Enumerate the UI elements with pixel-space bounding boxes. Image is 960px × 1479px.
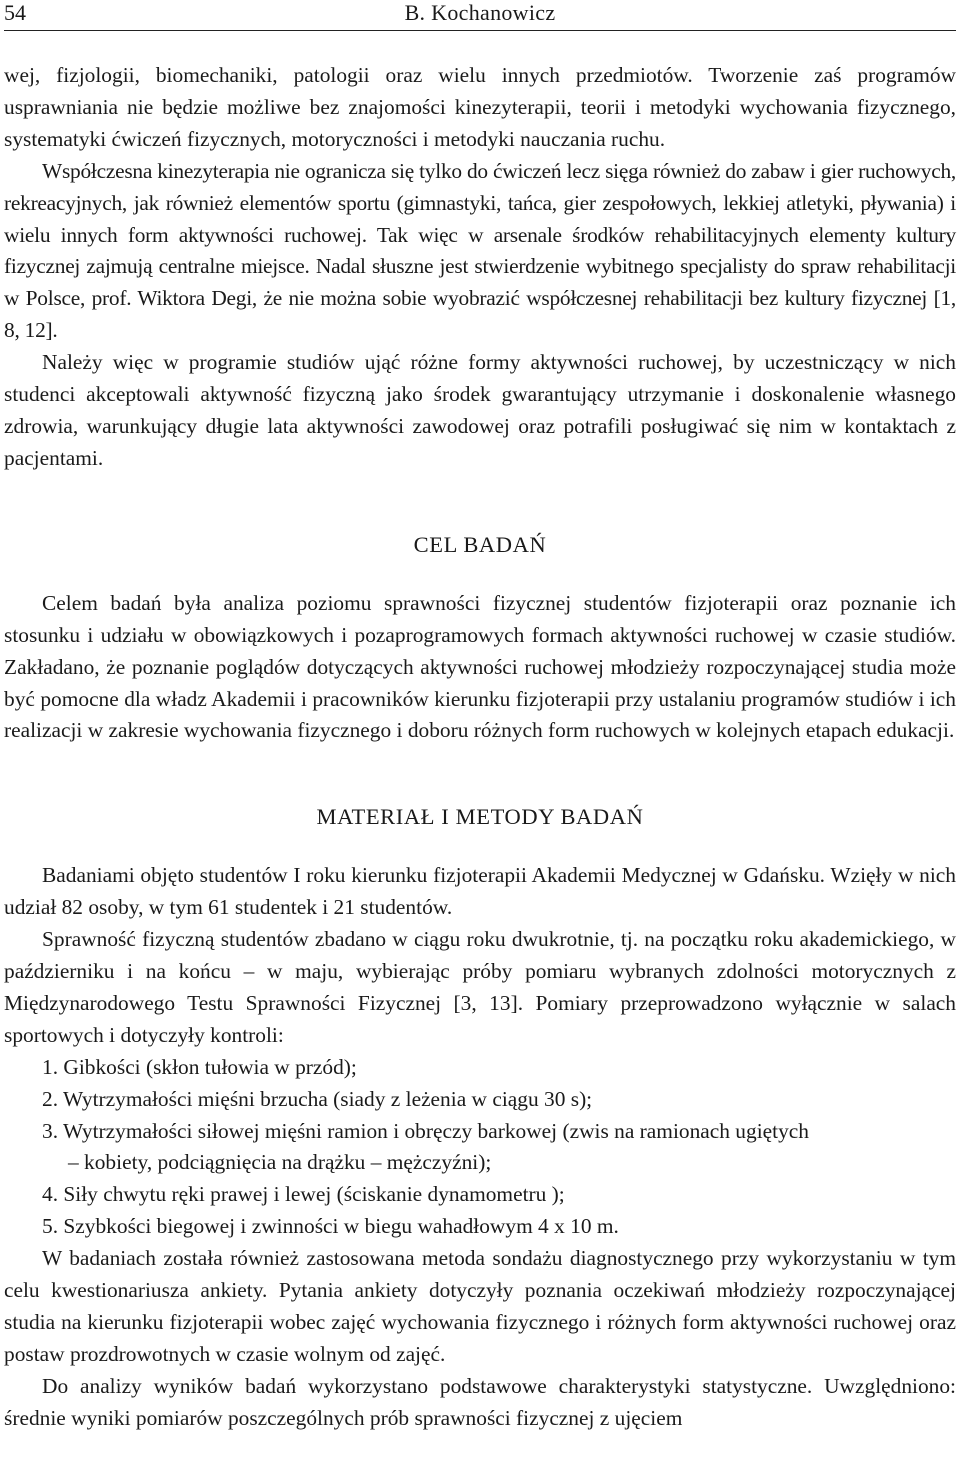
paragraph: Sprawność fizyczną studentów zbadano w ciągu roku dwukrotnie, tj. na początku roku akademickiego, w październiku i na końcu – w maju, wybierając próby pomiaru wybranych zdolności motorycznych z Międzynarodowego Testu Sprawności Fizycznej [3, 13]. Pomiary przeprowadzono wyłącznie w salach sportowych i dotyczyły kontroli:: [4, 927, 956, 1047]
paragraph: Celem badań była analiza poziomu sprawności fizycznej studentów fizjoterapii oraz poznanie ich stosunku i udziału w obowiązkowych i pozaprogramowych formach aktywności ruchowej w czasie studiów. Zakładano, że poznanie poglądów dotyczących aktywności ruchowej młodzieży rozpoczynającej studia może być pomocne dla władz Akademii i pracowników kierunku fizjoterapii przy ustalaniu programów studiów i ich realizacji w zakresie wychowania fizycznego i doboru różnych form ruchowych w kolejnych etapach edukacji.: [4, 590, 956, 743]
paragraph: wej, fizjologii, biomechaniki, patologii oraz wielu innych przedmiotów. Tworzenie zaś programów usprawniania nie będzie możliwe bez znajomości kinezyterapii, teorii i metodyki wychowania fizycznego, systematyki ćwiczeń fizycznych, motoryczności i metodyki nauczania ruchu.: [4, 63, 956, 151]
list-item: [4, 1116, 956, 1180]
running-head-author: B. Kochanowicz: [404, 0, 556, 25]
paragraph: Do analizy wyników badań wykorzystano podstawowe charakterystyki statystyczne. Uwzględniono: średnie wyniki pomiarów poszczególnych prób sprawności fizycznej z ujęciem: [4, 1373, 956, 1430]
list-item: 4. Siły chwytu ręki prawej i lewej (ściskanie dynamometru );: [42, 1182, 565, 1207]
list-item-text: 3. Wytrzymałości siłowej mięśni ramion i obręczy barkowej (zwis na ramionach ugiętych: [42, 1118, 809, 1143]
running-header: [4, 0, 956, 31]
page-number: 54: [4, 0, 26, 25]
paragraph: W badaniach została również zastosowana metoda sondażu diagnostycznego przy wykorzystaniu w tym celu kwestionariusza ankiety. Pytania ankiety dotyczyły poznania oczekiwań młodzieży rozpoczynającej studia na kierunku fizjoterapii wobec zajęć wychowania fizycznego i różnych form aktywności ruchowej oraz postaw prozdrowotnych w czasie wolnym od zajęć.: [4, 1246, 956, 1366]
list-item: 5. Szybkości biegowej i zwinności w biegu wahadłowym 4 x 10 m.: [42, 1214, 619, 1239]
paragraph: Należy więc w programie studiów ująć różne formy aktywności ruchowej, by uczestniczący w nich studenci akceptowali aktywność fizyczną jako środek gwarantujący utrzymanie i doskonalenie własnego zdrowia, warunkujący długie lata aktywności zawodowej oraz potrafili posługiwać się nim w kontaktach z pacjentami.: [4, 350, 956, 470]
paragraph: Współczesna kinezyterapia nie ogranicza się tylko do ćwiczeń lecz sięga również do zabaw i gier ruchowych, rekreacyjnych, jak również elementów sportu (gimnastyki, tańca, gier zespołowych, lekkiej atletyki, pływania) i wielu innych form aktywności ruchowej. Tak więc w arsenale środków rehabilitacyjnych elementy kultury fizycznej zajmują centralne miejsce. Nadal słuszne jest stwierdzenie wybitnego specjalisty do spraw rehabilitacji w Polsce, prof. Wiktora Degi, że nie można sobie wyobrazić współczesnej rehabilitacji bez kultury fizycznej [1, 8, 12].: [4, 158, 956, 343]
section-heading-cel: CEL BADAŃ: [413, 531, 547, 557]
section-heading-material: MATERIAŁ I METODY BADAŃ: [316, 804, 644, 830]
list-item: 2. Wytrzymałości mięśni brzucha (siady z leżenia w ciągu 30 s);: [42, 1086, 593, 1111]
list-item: 1. Gibkości (skłon tułowia w przód);: [42, 1054, 357, 1079]
paragraph: Badaniami objęto studentów I roku kierunku fizjoterapii Akademii Medycznej w Gdańsku. Wzięły w nich udział 82 osoby, w tym 61 studentek i 21 studentów.: [4, 863, 956, 920]
test-list: [4, 1052, 956, 1243]
list-item-continuation: – kobiety, podciągnięcia na drążku – mężczyźni);: [68, 1150, 492, 1175]
page-body: [4, 60, 956, 1435]
